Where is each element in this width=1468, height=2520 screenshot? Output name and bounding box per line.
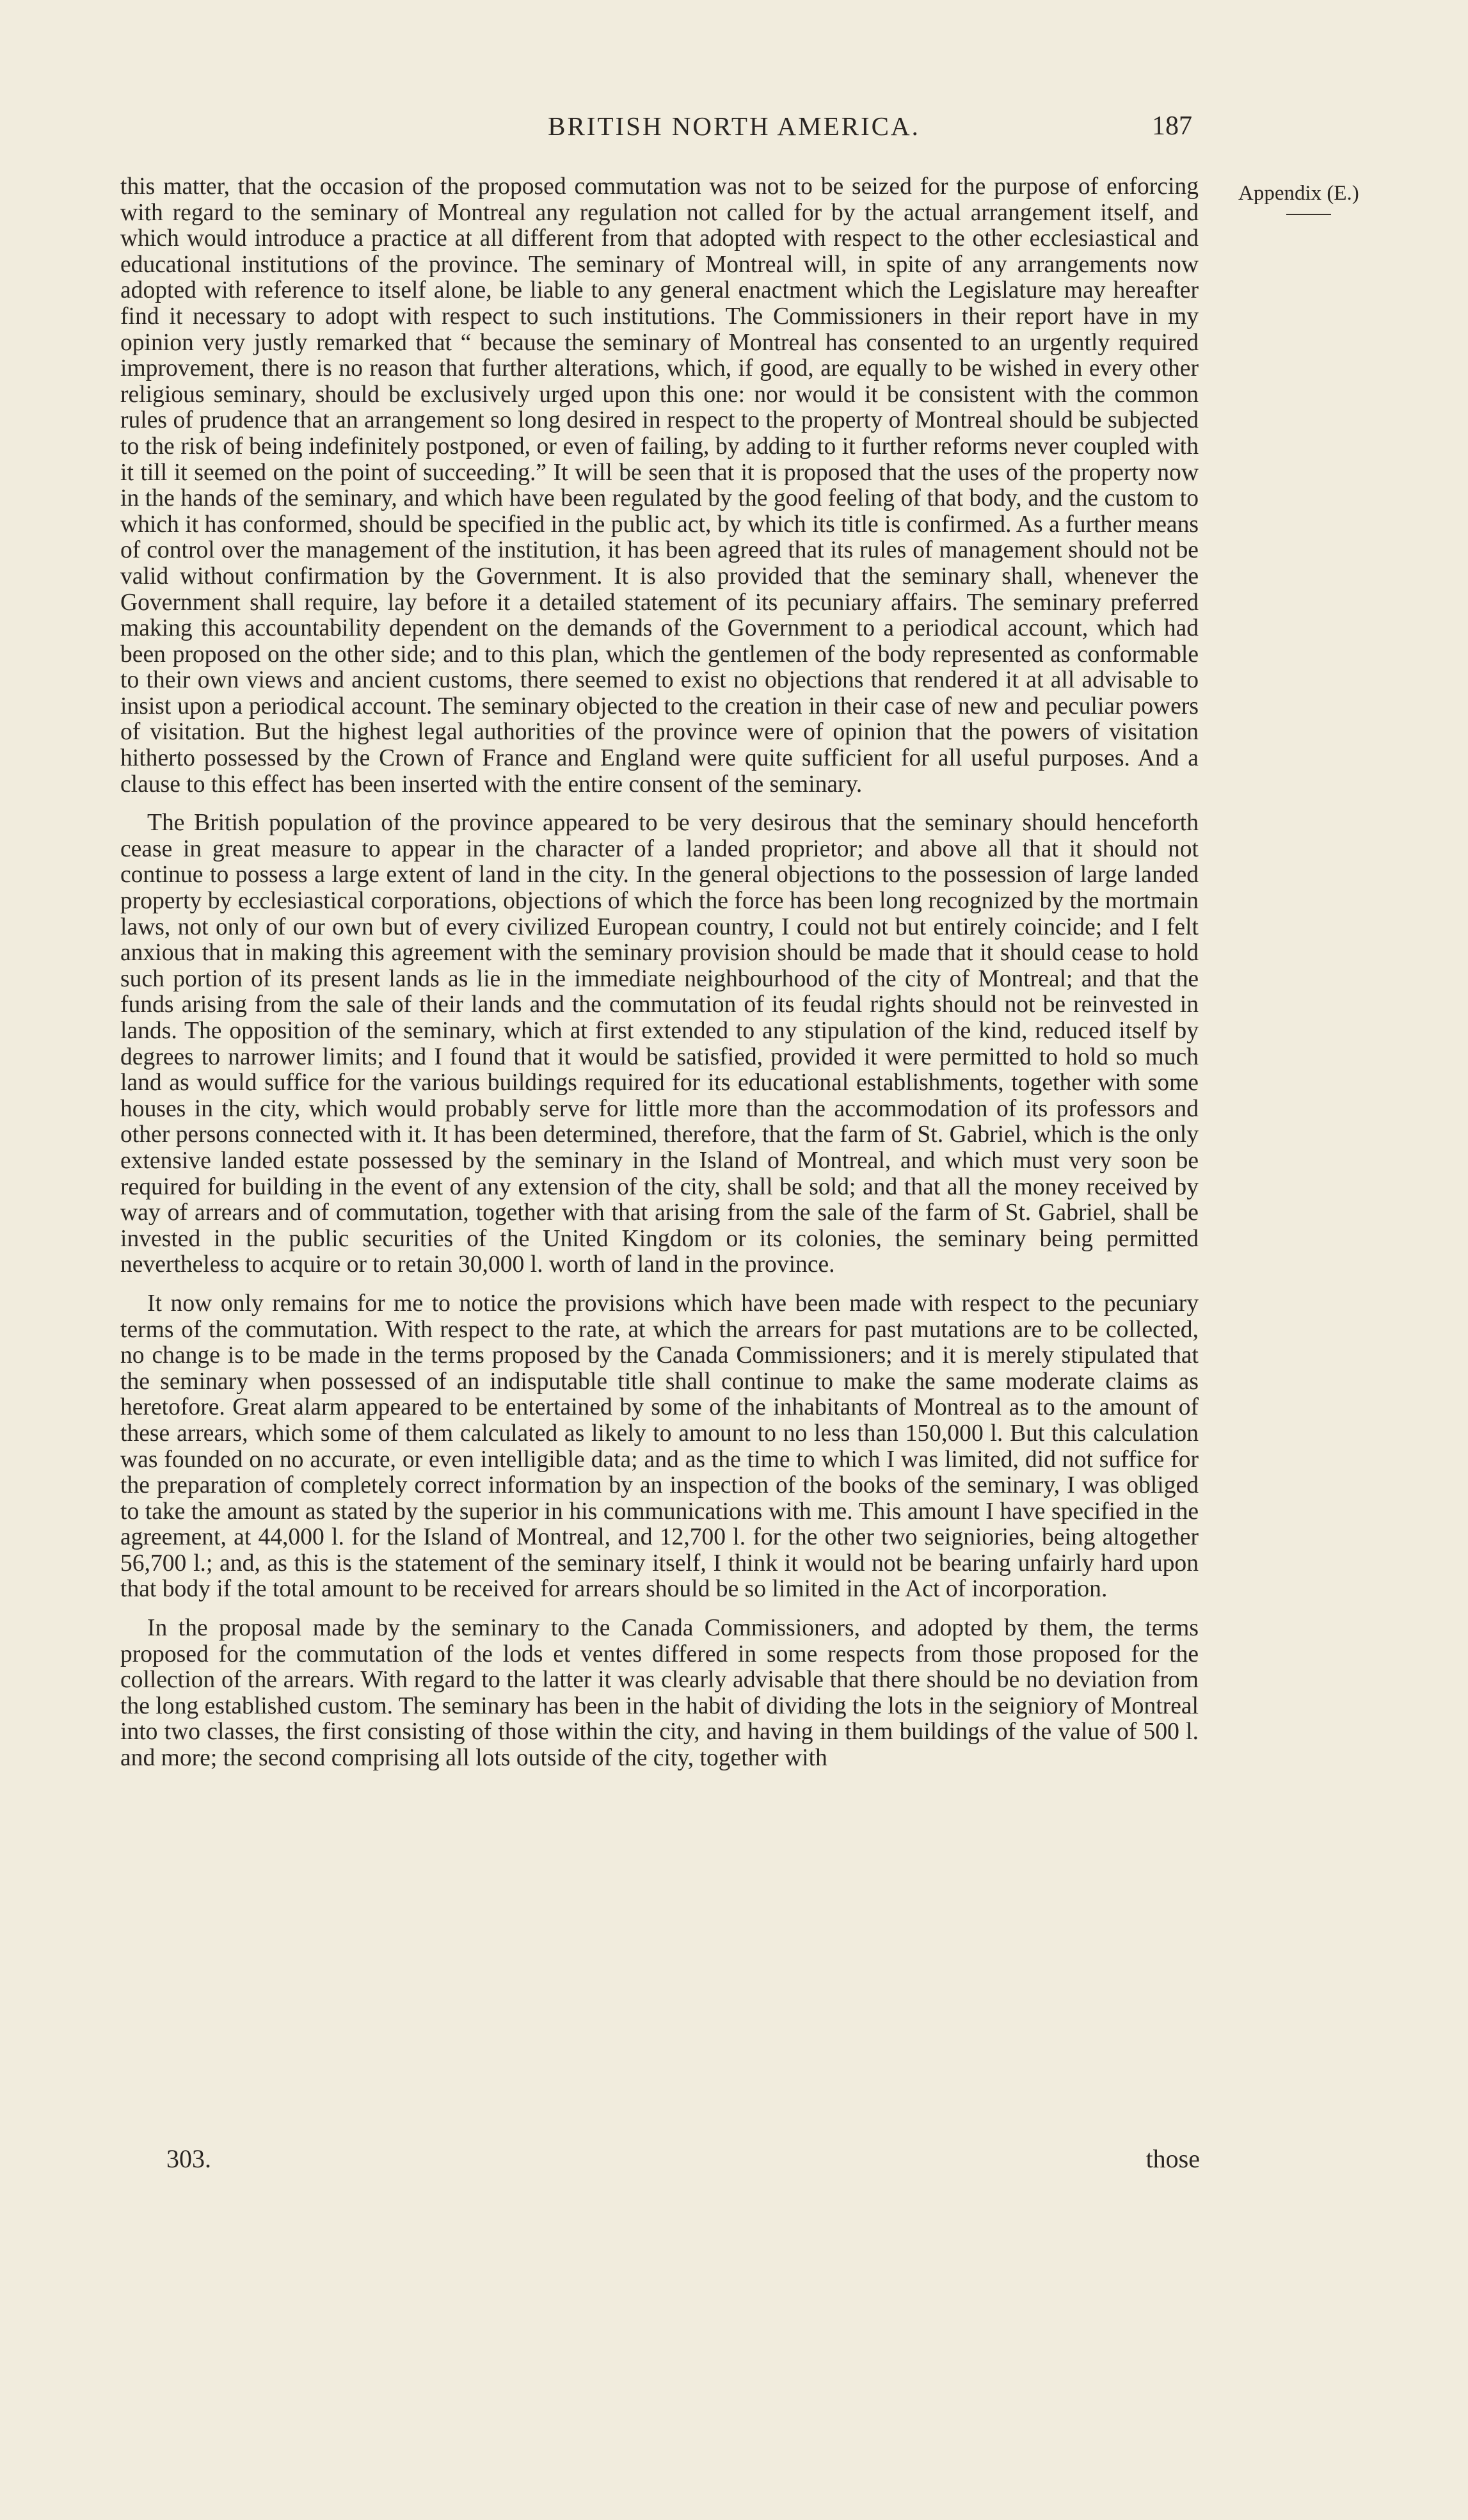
signature-mark: 303. — [166, 2144, 211, 2173]
margin-note-appendix: Appendix (E.) — [1238, 182, 1359, 205]
page-number: 187 — [1152, 111, 1192, 141]
body-text — [120, 174, 1199, 1785]
margin-divider — [1286, 214, 1331, 215]
paragraph-1: this matter, that the occasion of the proposed commutation was not to be seized for the purpose of enforcing with regard to the seminary of Montreal any regulation not called for by the actual arrangement itself, and which would introduce a practice at all different from that adopted with respect to the other ecclesiastical and educational institutions of the province. The seminary of Montreal will, in spite of any arrangements now adopted with reference to itself alone, be liable to any general enactment which the Legislature may hereafter find it necessary to adopt with respect to such institutions. The Commissioners in their report have in my opinion very justly remarked that “ because the seminary of Montreal has consented to an urgently required improvement, there is no reason that further alterations, which, if good, are equally to be wished in every other religious seminary, should be exclusively urged upon this one: nor would it be consistent with the common rules of prudence that an arrangement so long desired in respect to the property of Montreal should be subjected to the risk of being indefinitely postponed, or even of failing, by adding to it further reforms never coupled with it till it seemed on the point of succeeding.” It will be seen that it is proposed that the uses of the property now in the hands of the seminary, and which have been regulated by the good feeling of that body, and the custom to which it has conformed, should be specified in the public act, by which its title is confirmed. As a further means of control over the management of the institution, it has been agreed that its rules of management should not be valid without confirmation by the Government. It is also provided that the seminary shall, whenever the Government shall require, lay before it a detailed statement of its pecuniary affairs. The seminary preferred making this accountability dependent on the demands of the Government to a periodical account, which had been proposed on the other side; and to this plan, which the gentlemen of the body represented as conformable to their own views and ancient customs, there seemed to exist no objections that rendered it at all advisable to insist upon a periodical account. The seminary objected to the creation in their case of new and peculiar powers of visitation. But the highest legal authorities of the province were of opinion that the powers of visitation hitherto possessed by the Crown of France and England were quite sufficient for all useful purposes. And a clause to this effect has been inserted with the entire consent of the seminary. — [120, 173, 1199, 798]
paragraph-4: In the proposal made by the seminary to the Canada Commissioners, and adopted by them, the terms proposed for the commutation of the lods et ventes differed in some respects from those proposed for the collection of the arrears. With regard to the latter it was clearly advisable that there should be no deviation from the long established custom. The seminary has been in the habit of dividing the lots in the seigniory of Montreal into two classes, the first consisting of those within the city, and having in them buildings of the value of 500 l. and more; the second comprising all lots outside of the city, together with — [120, 1615, 1199, 1772]
catchword: those — [1145, 2144, 1200, 2173]
paragraph-2: The British population of the province appeared to be very desirous that the seminary should henceforth cease in great measure to appear in the character of a landed proprietor; and above all that it should not continue to possess a large extent of land in the city. In the general objections to the possession of large landed property by ecclesiastical corporations, objections of which the force has been long recognized by the mortmain laws, not only of our own but of every civilized European country, I could not but entirely coincide; and I felt anxious that in making this agreement with the seminary provision should be made that it should cease to hold such portion of its present lands as lie in the immediate neighbourhood of the city of Montreal; and that the funds arising from the sale of their lands and the commutation of its feudal rights should not be reinvested in lands. The opposition of the seminary, which at first extended to any stipulation of the kind, reduced itself by degrees to narrower limits; and I found that it would be satisfied, provided it were permitted to hold so much land as would suffice for the various buildings required for its educational establishments, together with some houses in the city, which would probably serve for little more than the accommodation of its professors and other persons connected with it. It has been determined, therefore, that the farm of St. Gabriel, which is the only extensive landed estate possessed by the seminary in the Island of Montreal, and which must very soon be required for building in the event of any extension of the city, shall be sold; and that all the money received by way of arrears and of commutation, together with that arising from the sale of the farm of St. Gabriel, shall be invested in the public securities of the United Kingdom or its colonies, the seminary being permitted nevertheless to acquire or to retain 30,000 l. worth of land in the province. — [120, 810, 1199, 1278]
paragraph-3: It now only remains for me to notice the provisions which have been made with respect to the pecuniary terms of the commutation. With respect to the rate, at which the arrears for past mutations are to be collected, no change is to be made in the terms proposed by the Canada Commissioners; and it is merely stipulated that the seminary when possessed of an indisputable title shall continue to make the same moderate claims as heretofore. Great alarm appeared to be entertained by some of the inhabitants of Montreal as to the amount of these arrears, which some of them calculated as likely to amount to no less than 150,000 l. But this calculation was founded on no accurate, or even intelligible data; and as the time to which I was limited, did not suffice for the preparation of completely correct information by an inspection of the books of the seminary, I was obliged to take the amount as stated by the superior in his communications with me. This amount I have specified in the agreement, at 44,000 l. for the Island of Montreal, and 12,700 l. for the other two seigniories, being altogether 56,700 l.; and, as this is the statement of the seminary itself, I think it would not be bearing unfairly hard upon that body if the total amount to be received for arrears should be so limited in the Act of incorporation. — [120, 1290, 1199, 1603]
running-title: BRITISH NORTH AMERICA. — [548, 111, 920, 141]
